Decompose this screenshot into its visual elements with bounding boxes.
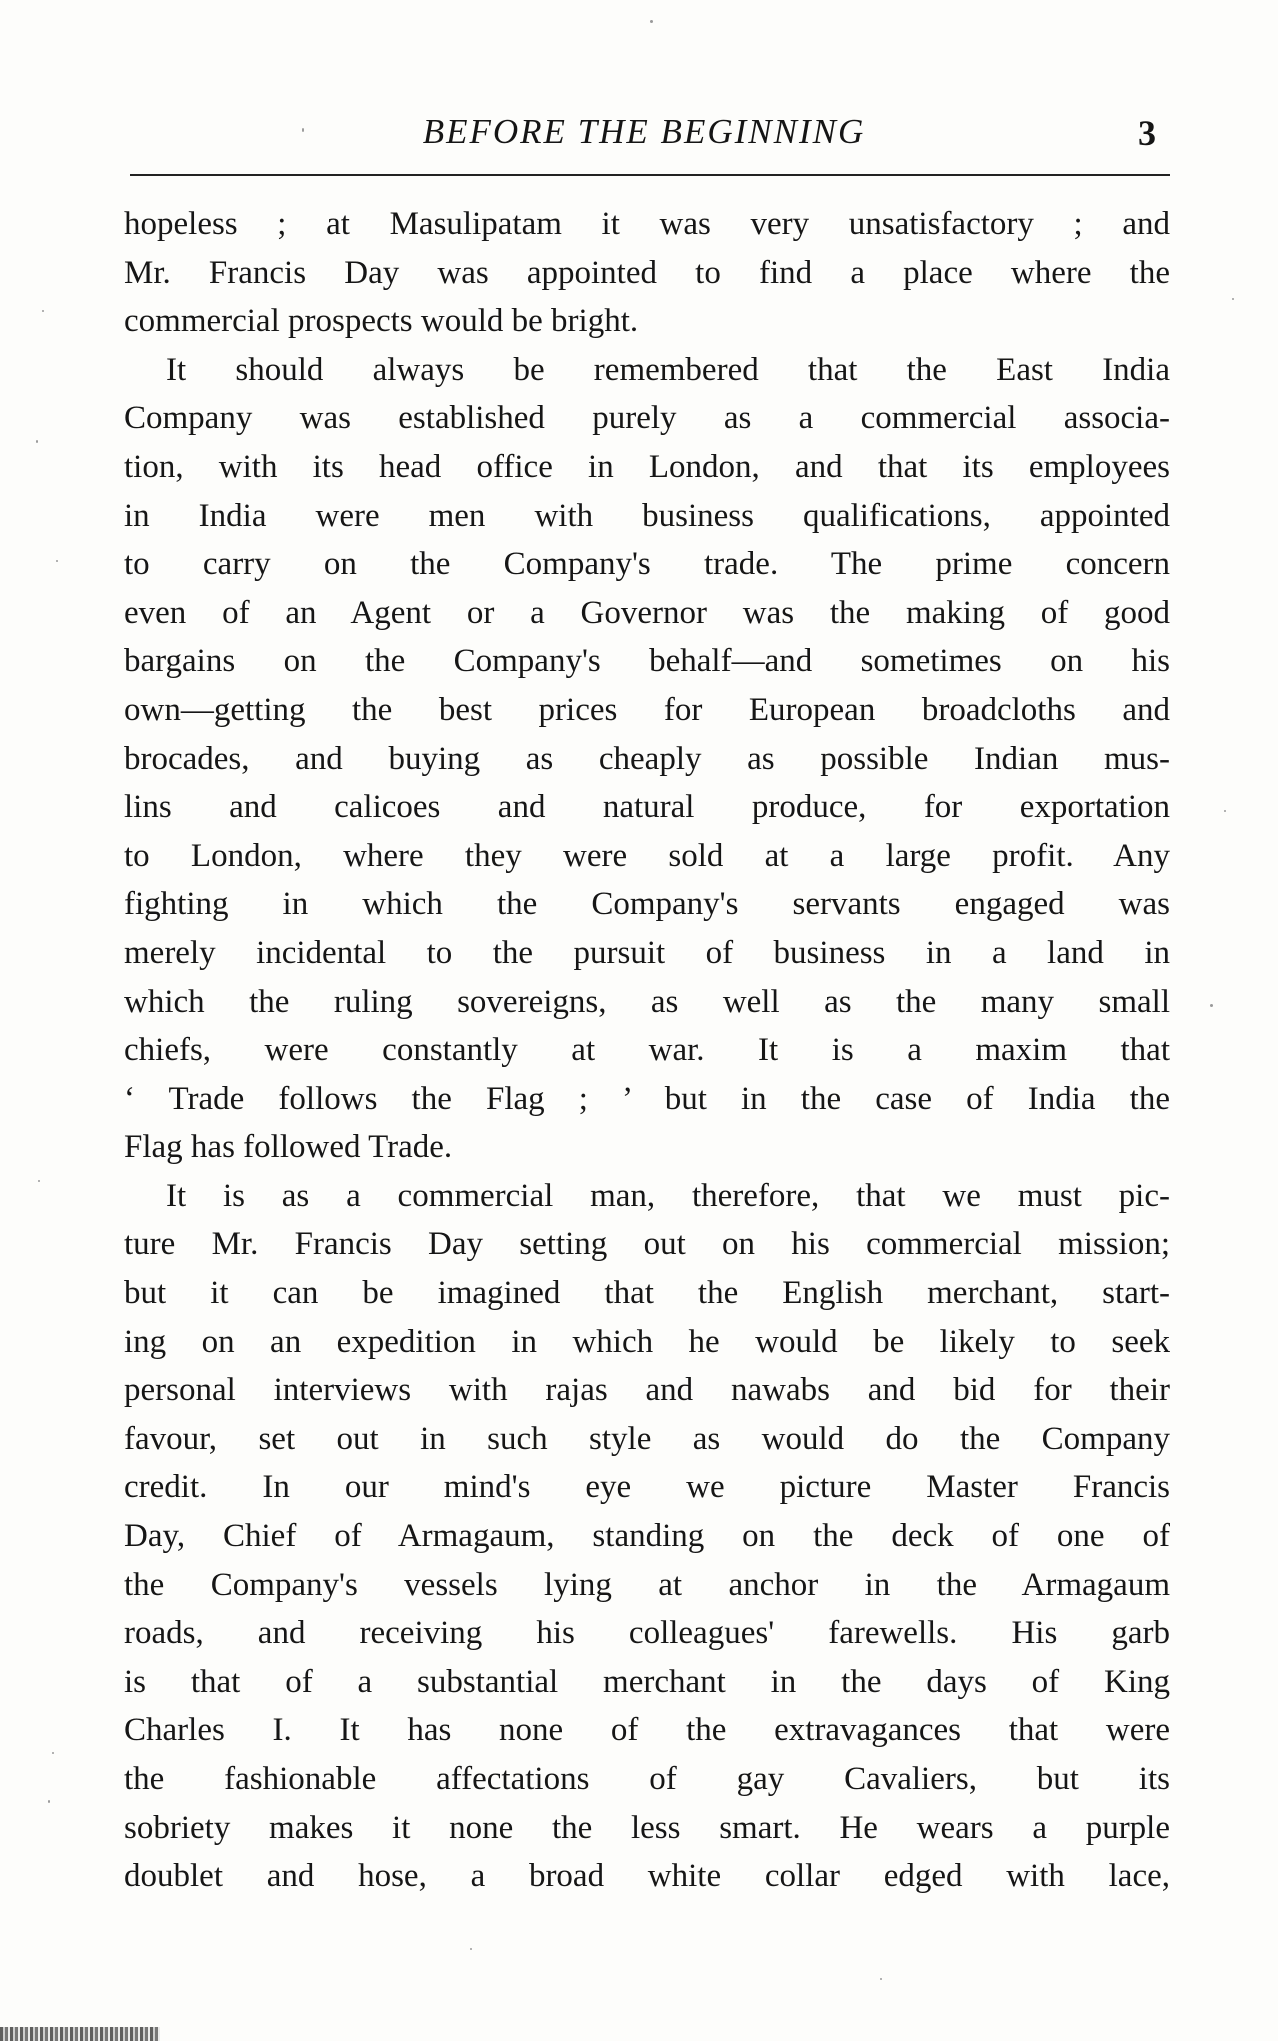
running-title: BEFORE THE BEGINNING — [422, 112, 866, 151]
text-line: roads, and receiving his colleagues' farewells. His garb — [124, 1615, 1170, 1652]
text-line: merely incidental to the pursuit of business in a land in — [124, 934, 1170, 971]
text-line: Day, Chief of Armagaum, standing on the deck of one of — [124, 1518, 1170, 1555]
text-line: brocades, and buying as cheaply as possible Indian mus- — [124, 740, 1170, 777]
scan-speck — [880, 1978, 882, 1980]
text-line: Charles I. It has none of the extravagances that were — [124, 1712, 1170, 1749]
text-line: Flag has followed Trade. — [124, 1129, 453, 1166]
scan-speck — [302, 128, 304, 132]
scan-speck — [38, 1180, 40, 1182]
paragraph-first-line: It is as a commercial man, therefore, that we must pic- — [166, 1177, 1170, 1214]
text-line: in India were men with business qualifications, appointed — [124, 497, 1170, 534]
text-line: ture Mr. Francis Day setting out on his commercial mission; — [124, 1226, 1170, 1263]
scan-speck — [470, 1948, 472, 1950]
body-text — [124, 200, 1170, 1901]
scan-speck — [1224, 810, 1226, 812]
paragraph-first-line: It should always be remembered that the East India — [166, 351, 1170, 388]
text-line: doublet and hose, a broad white collar edged with lace, — [124, 1858, 1170, 1895]
scan-speck — [36, 440, 38, 443]
text-line: commercial prospects would be bright. — [124, 303, 639, 340]
text-line: hopeless ; at Masulipatam it was very unsatisfactory ; and — [124, 206, 1170, 242]
text-line: own—getting the best prices for European broadcloths and — [124, 691, 1170, 728]
text-line: ing on an expedition in which he would be likely to seek — [124, 1323, 1170, 1360]
text-line: personal interviews with rajas and nawabs and bid for their — [124, 1372, 1170, 1409]
text-line: which the ruling sovereigns, as well as the many small — [124, 983, 1170, 1020]
text-line: tion, with its head office in London, and that its employees — [124, 448, 1170, 485]
scan-speck — [56, 560, 58, 562]
text-line: favour, set out in such style as would do the Company — [124, 1420, 1170, 1457]
scan-speck — [650, 20, 653, 23]
scan-speck — [48, 1800, 50, 1803]
scan-speck — [1210, 1004, 1213, 1007]
text-line: Company was established purely as a commercial associa- — [124, 400, 1170, 437]
text-line: is that of a substantial merchant in the days of King — [124, 1663, 1170, 1700]
scan-edge-mark — [0, 2027, 160, 2041]
page-number: 3 — [1138, 113, 1156, 153]
text-line: even of an Agent or a Governor was the making of good — [124, 594, 1170, 631]
text-line: Mr. Francis Day was appointed to find a place where the — [124, 254, 1170, 291]
text-line: ‘ Trade follows the Flag ; ’ but in the case of India the — [124, 1080, 1170, 1117]
text-line: credit. In our mind's eye we picture Master Francis — [124, 1469, 1170, 1506]
scan-speck — [52, 1752, 54, 1754]
text-line: to London, where they were sold at a large profit. Any — [124, 837, 1170, 874]
text-line: bargains on the Company's behalf—and sometimes on his — [124, 643, 1170, 680]
text-line: the fashionable affectations of gay Cavaliers, but its — [124, 1761, 1170, 1797]
text-line: fighting in which the Company's servants engaged was — [124, 886, 1170, 923]
header-rule — [130, 174, 1170, 176]
scan-speck — [1232, 298, 1234, 300]
text-line: to carry on the Company's trade. The prime concern — [124, 546, 1170, 583]
text-line: sobriety makes it none the less smart. He wears a purple — [124, 1809, 1170, 1846]
text-line: the Company's vessels lying at anchor in the Armagaum — [124, 1566, 1170, 1603]
text-line: chiefs, were constantly at war. It is a maxim that — [124, 1032, 1170, 1069]
page-header — [124, 108, 1164, 168]
text-line: but it can be imagined that the English merchant, start- — [124, 1275, 1170, 1312]
text-line: lins and calicoes and natural produce, for exportation — [124, 789, 1170, 826]
scan-speck — [42, 310, 44, 312]
